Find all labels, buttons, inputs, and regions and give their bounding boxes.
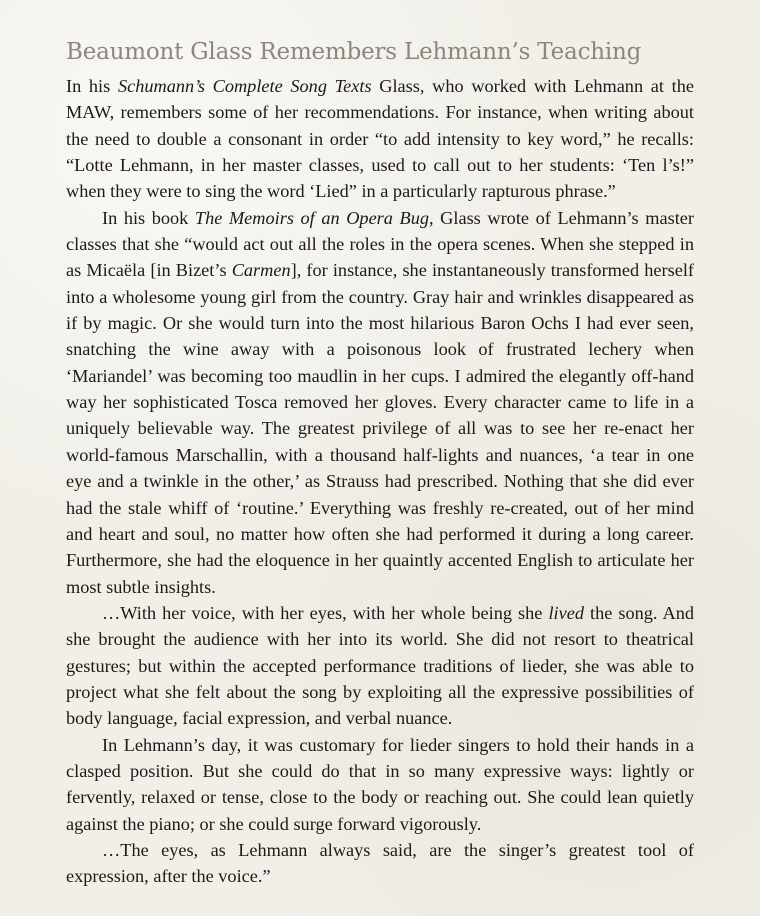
section-heading: Beaumont Glass Remembers Lehmann’s Teaching [66,39,642,65]
italic-title: Carmen [231,260,291,281]
text-run: , Glass wrote of Lehmann’s master classes that she “would act out all the roles in the opera scenes. When she stepped in as Micaëla [in Bizet’s [66,207,694,281]
text-run: In his book [102,207,195,228]
italic-title: lived [548,602,584,623]
text-run: In Lehmann’s day, it was customary for lieder singers to hold their hands in a clasped position. But she could do that in so many expressive ways: lightly or fervently, relaxed or tense, close to the body or reaching out. She could lean quietly against the piano; or she could surge forward vigorously. [66,734,694,834]
body-text [66,73,694,890]
text-run: …With her voice, with her eyes, with her whole being she [102,602,549,623]
text-run: ], for instance, she instantaneously transformed herself into a wholesome young girl from the country. Gray hair and wrinkles disappeared as if by magic. Or she would turn into the most hilarious Baron Ochs I had ever seen, snatching the wine away with a poisonous look of frustrated lechery when ‘Mariandel’ was becoming too maudlin in her cups. I admired the elegantly off-hand way her sophisticated Tosca removed her gloves. Every character came to life in a uniquely believable way. The greatest privilege of all was to see her re-enact her world-famous Marschallin, with a thousand half-lights and nuances, ‘a tear in one eye and a twinkle in the other,’ as Strauss had prescribed. Nothing that she did ever had the stale whiff of ‘routine.’ Everything was freshly re-created, out of her mind and heart and soul, no matter how often she had performed it during a long career. Furthermore, she had the eloquence in her quaintly accented English to articulate her most subtle insights. [66,260,694,597]
paragraph [66,837,694,890]
text-run: …The eyes, as Lehmann always said, are the singer’s greatest tool of expression, after the voice.” [66,839,694,887]
text-run: Glass, who worked with Lehmann at the MAW, remembers some of her recommendations. For instance, when writing about the need to double a consonant in order “to add intensity to key word,” he recalls: “Lotte Lehmann, in her master classes, used to call out to her students: ‘Ten l’s!” when they were to sing the word ‘Lied” in a particularly rapturous phrase.” [66,76,694,202]
italic-title: Schumann’s Complete Song Texts [117,76,372,96]
text-run: the song. And she brought the audience with her into its world. She did not resort to theatrical gestures; but within the accepted performance traditions of lieder, she was able to project what she felt about the song by exploiting all the expressive possibilities of body language, facial expression, and verbal nuance. [66,602,694,729]
paragraph [66,600,694,732]
paragraph [66,205,694,600]
text-run: In his [66,76,118,96]
italic-title: The Memoirs of an Opera Bug [194,207,429,228]
paragraph [66,73,694,205]
paragraph [66,732,694,837]
